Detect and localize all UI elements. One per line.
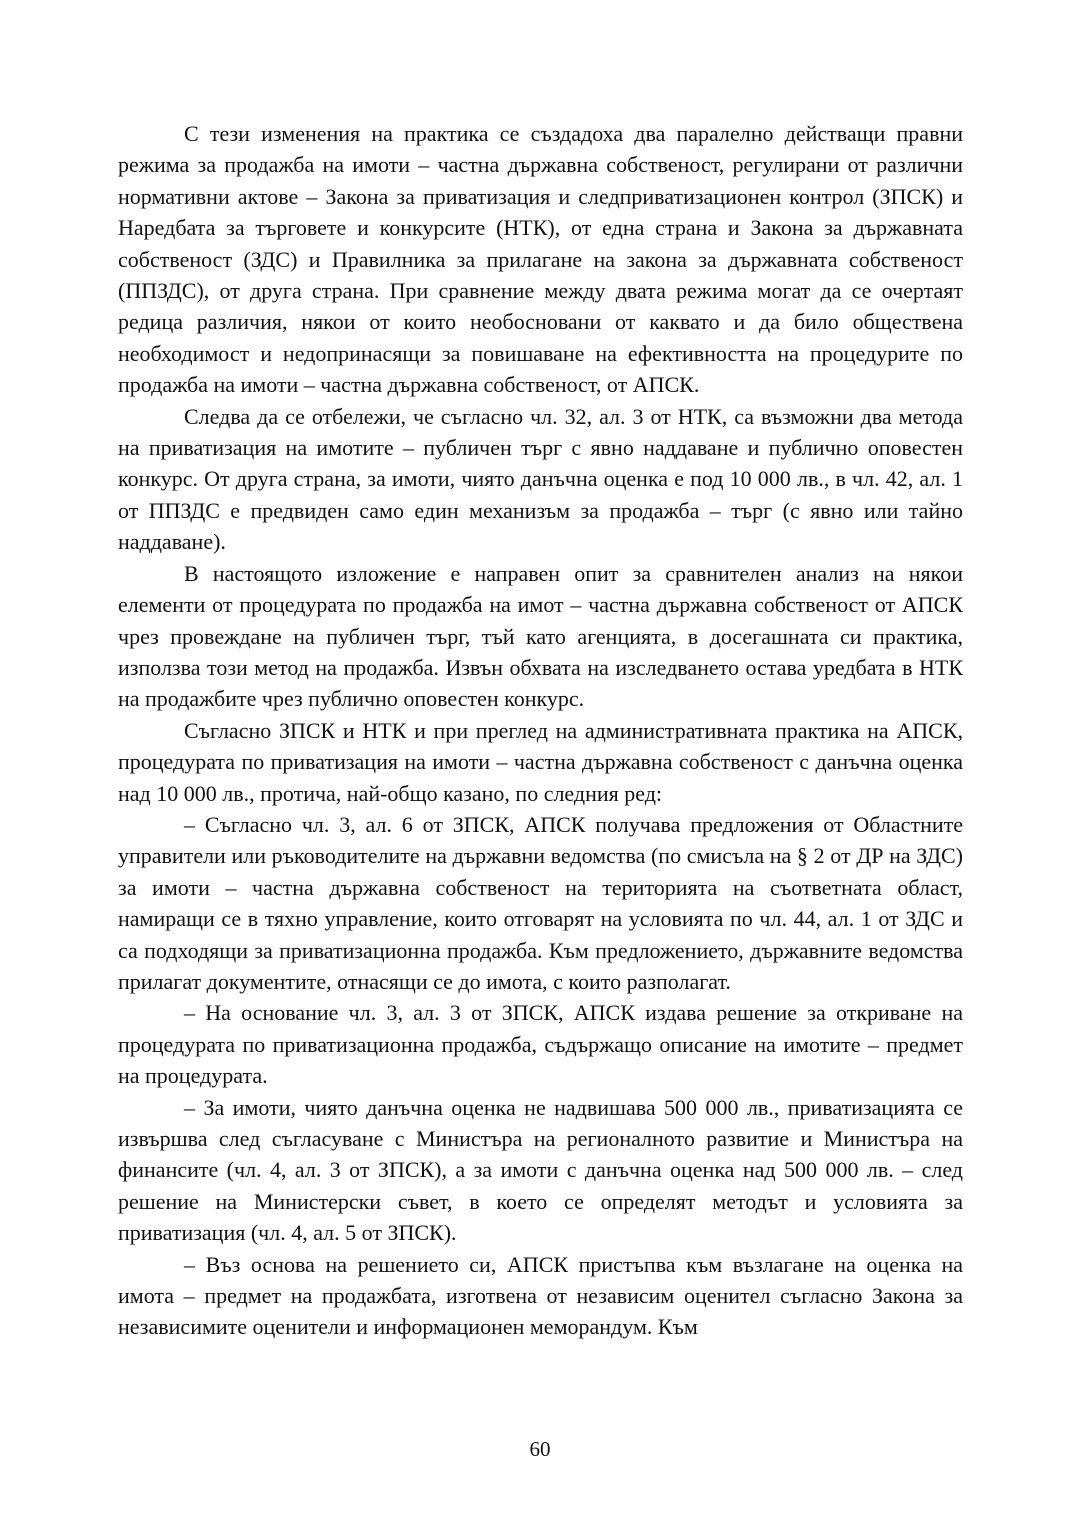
paragraph-8: – Въз основа на решението си, АПСК пристъпва към възлагане на оценка на имота – предмет на продажбата, изготвена от независим оценител съгласно Закона за независимите оценители и информационен меморандум. Към xyxy=(118,1251,963,1340)
paragraph-6: – На основание чл. 3, ал. 3 от ЗПСК, АПСК издава решение за откриване на процедурата по приватизационна продажба, съдържащо описание на имотите – предмет на процедурата. xyxy=(118,1000,963,1089)
paragraph-1: С тези изменения на практика се създадоха два паралелно действащи правни режима за продажба на имоти – частна държавна собственост, регулирани от различни нормативни актове – Закона за приватизация и следприватизационен контрол (ЗПСК) и Наредбата за търговете и конкурсите (НТК), от една страна и Закона за държавната собственост (ЗДС) и Правилника за прилагане на закона за държавната собственост (ППЗДС), от друга страна. При сравнение между двата режима могат да се очертаят редица различия, някои от които необосновани от каквато и да било обществена необходимост и недопринасящи за повишаване на ефективността на процедурите по продажба на имоти – частна държавна собственост, от АПСК. xyxy=(118,121,963,398)
paragraph-2: Следва да се отбележи, че съгласно чл. 32, ал. 3 от НТК, са възможни два метода на приватизация на имотите – публичен търг с явно наддаване и публично оповестен конкурс. От друга страна, за имоти, чиято данъчна оценка е под 10 000 лв., в чл. 42, ал. 1 от ППЗДС е предвиден само един механизъм за продажба – търг (с явно или тайно наддаване). xyxy=(118,403,963,555)
paragraph-4: Съгласно ЗПСК и НТК и при преглед на административната практика на АПСК, процедурата по приватизация на имоти – частна държавна собственост с данъчна оценка над 10 000 лв., протича, най-общо казано, по следния ред: xyxy=(118,717,963,806)
page-number: 60 xyxy=(529,1437,551,1461)
paragraph-7: – За имоти, чиято данъчна оценка не надвишава 500 000 лв., приватизацията се извършва след съгласуване с Министъра на регионалното развитие и Министъра на финансите (чл. 4, ал. 3 от ЗПСК), а за имоти с данъчна оценка над 500 000 лв. – след решение на Министерски съвет, в което се определят методът и условията за приватизация (чл. 4, ал. 5 от ЗПСК). xyxy=(118,1094,963,1246)
paragraph-5: – Съгласно чл. 3, ал. 6 от ЗПСК, АПСК получава предложения от Областните управители или ръководителите на държавни ведомства (по смисъла на § 2 от ДР на ЗДС) за имоти – частна държавна собственост на територията на съответната област, намиращи се в тяхно управление, които отговарят на условията по чл. 44, ал. 1 от ЗДС и са подходящи за приватизационна продажба. Към предложението, държавните ведомства прилагат документите, отнасящи се до имота, с които разполагат. xyxy=(118,811,963,994)
paragraph-3: В настоящото изложение е направен опит за сравнителен анализ на някои елементи от процедурата по продажба на имот – частна държавна собственост от АПСК чрез провеждане на публичен търг, тъй като агенцията, в досегашната си практика, използва този метод на продажба. Извън обхвата на изследването остава уредбата в НТК на продажбите чрез публично оповестен конкурс. xyxy=(118,560,963,712)
document-page xyxy=(118,118,963,1343)
